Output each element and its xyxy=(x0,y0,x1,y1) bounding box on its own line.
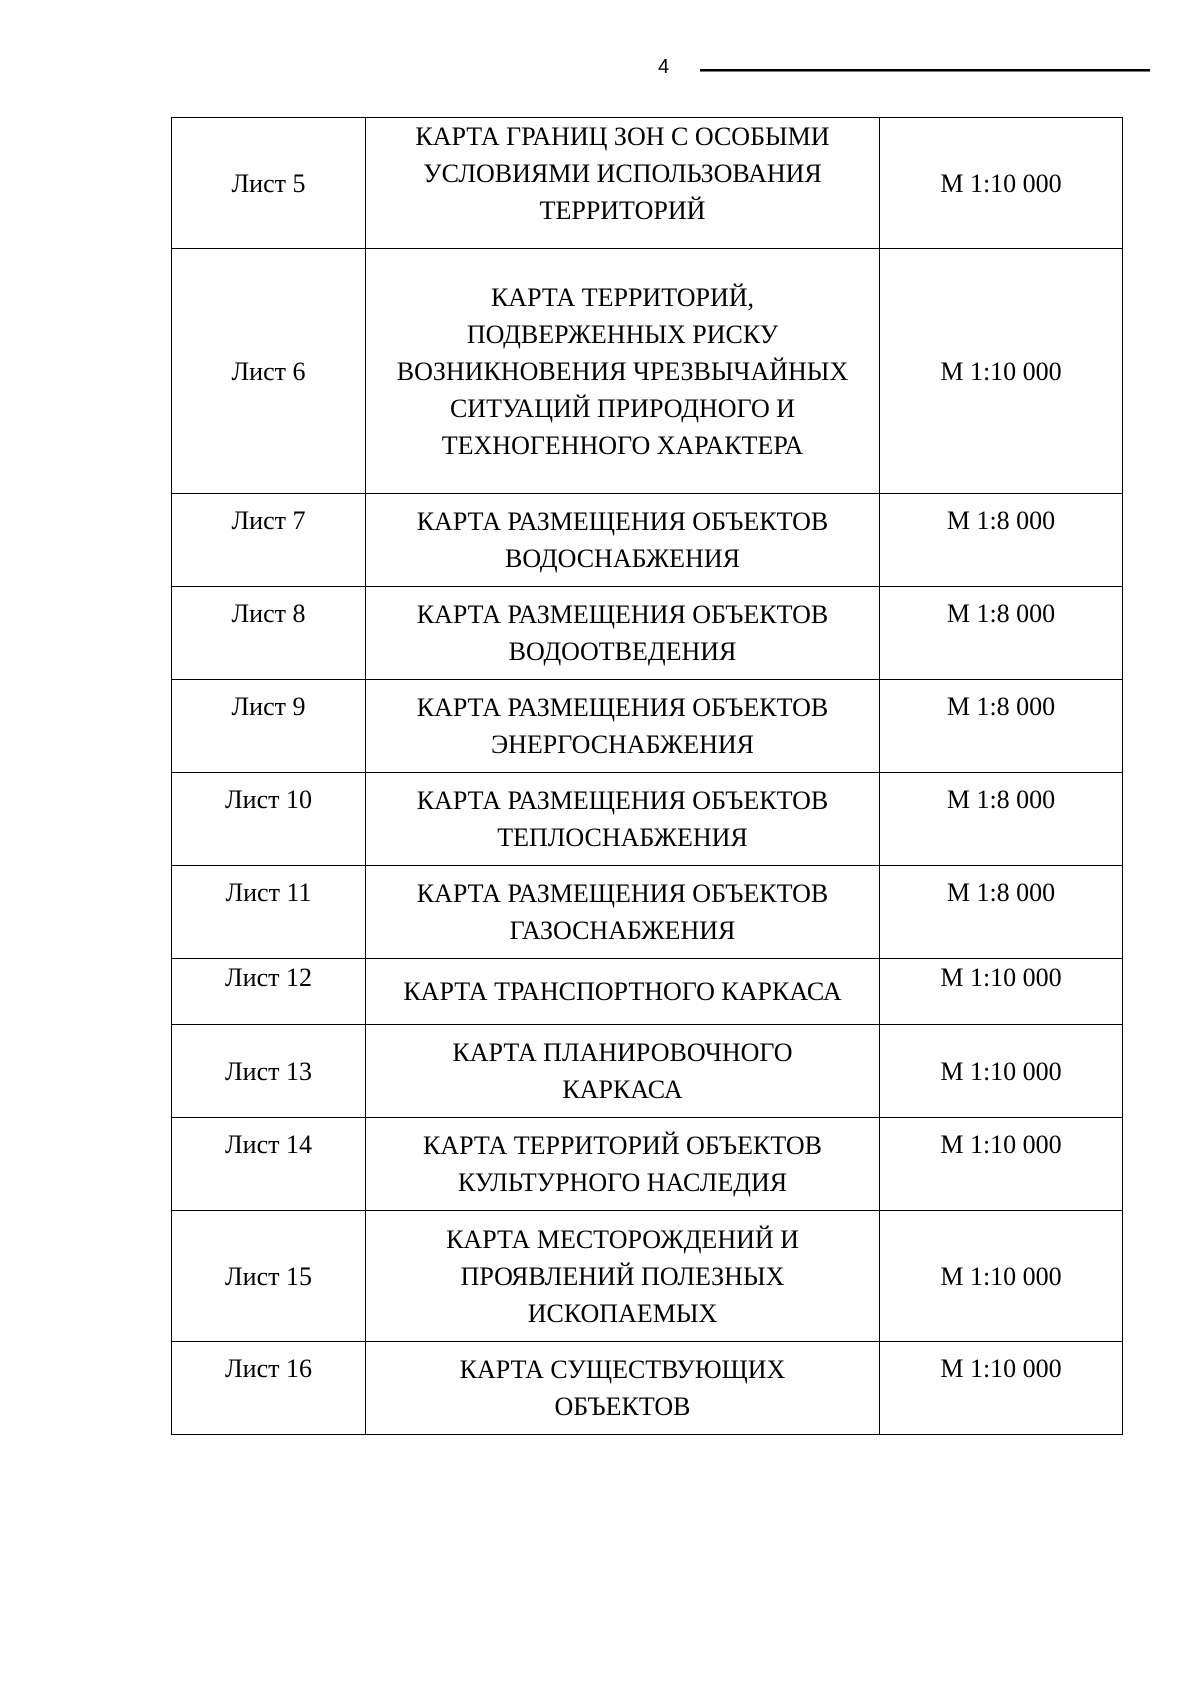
map-title-cell: КАРТА МЕСТОРОЖДЕНИЙ И ПРОЯВЛЕНИЙ ПОЛЕЗНЫХ ИСКОПАЕМЫХ xyxy=(366,1211,880,1342)
page-number: 4 xyxy=(658,56,670,78)
table-row xyxy=(172,1342,1123,1435)
table-row xyxy=(172,249,1123,494)
map-title-cell: КАРТА РАЗМЕЩЕНИЯ ОБЪЕКТОВ ВОДООТВЕДЕНИЯ xyxy=(366,587,880,680)
scale-cell: М 1:10 000 xyxy=(880,1211,1123,1342)
map-title-cell: КАРТА РАЗМЕЩЕНИЯ ОБЪЕКТОВ ЭНЕРГОСНАБЖЕНИЯ xyxy=(366,680,880,773)
page-header xyxy=(600,52,1150,82)
scale-cell: М 1:10 000 xyxy=(880,1025,1123,1118)
sheet-number-cell: Лист 16 xyxy=(172,1342,366,1435)
table-row xyxy=(172,773,1123,866)
sheet-number-cell: Лист 12 xyxy=(172,959,366,1025)
map-title-cell: КАРТА ТЕРРИТОРИЙ ОБЪЕКТОВ КУЛЬТУРНОГО НАСЛЕДИЯ xyxy=(366,1118,880,1211)
sheet-number-cell: Лист 11 xyxy=(172,866,366,959)
table-row xyxy=(172,494,1123,587)
map-title-cell: КАРТА РАЗМЕЩЕНИЯ ОБЪЕКТОВ ВОДОСНАБЖЕНИЯ xyxy=(366,494,880,587)
sheet-number-cell: Лист 8 xyxy=(172,587,366,680)
sheet-list-table xyxy=(171,117,1123,1435)
scale-cell: М 1:8 000 xyxy=(880,773,1123,866)
map-title-cell: КАРТА РАЗМЕЩЕНИЯ ОБЪЕКТОВ ТЕПЛОСНАБЖЕНИЯ xyxy=(366,773,880,866)
sheet-number-cell: Лист 7 xyxy=(172,494,366,587)
map-title-cell: КАРТА СУЩЕСТВУЮЩИХ ОБЪЕКТОВ xyxy=(366,1342,880,1435)
scale-cell: М 1:10 000 xyxy=(880,959,1123,1025)
scale-cell: М 1:8 000 xyxy=(880,680,1123,773)
table-row xyxy=(172,1211,1123,1342)
map-title-cell: КАРТА ТЕРРИТОРИЙ, ПОДВЕРЖЕННЫХ РИСКУ ВОЗНИКНОВЕНИЯ ЧРЕЗВЫЧАЙНЫХ СИТУАЦИЙ ПРИРОДНОГО И ТЕХНОГЕННОГО ХАРАКТЕРА xyxy=(366,249,880,494)
sheet-number-cell: Лист 9 xyxy=(172,680,366,773)
map-title-cell: КАРТА ТРАНСПОРТНОГО КАРКАСА xyxy=(366,959,880,1025)
sheet-number-cell: Лист 10 xyxy=(172,773,366,866)
header-rule xyxy=(700,69,1150,72)
sheet-number-cell: Лист 13 xyxy=(172,1025,366,1118)
sheet-number-cell: Лист 5 xyxy=(172,118,366,249)
table-row xyxy=(172,587,1123,680)
sheet-number-cell: Лист 14 xyxy=(172,1118,366,1211)
table-row xyxy=(172,1025,1123,1118)
table-row xyxy=(172,866,1123,959)
map-title-cell: КАРТА ПЛАНИРОВОЧНОГО КАРКАСА xyxy=(366,1025,880,1118)
scale-cell: М 1:8 000 xyxy=(880,866,1123,959)
scale-cell: М 1:8 000 xyxy=(880,587,1123,680)
table-row xyxy=(172,959,1123,1025)
sheet-number-cell: Лист 6 xyxy=(172,249,366,494)
scale-cell: М 1:8 000 xyxy=(880,494,1123,587)
sheet-number-cell: Лист 15 xyxy=(172,1211,366,1342)
scale-cell: М 1:10 000 xyxy=(880,1342,1123,1435)
table-row xyxy=(172,118,1123,249)
table-row xyxy=(172,680,1123,773)
table-row xyxy=(172,1118,1123,1211)
scale-cell: М 1:10 000 xyxy=(880,249,1123,494)
scale-cell: М 1:10 000 xyxy=(880,1118,1123,1211)
map-title-cell: КАРТА РАЗМЕЩЕНИЯ ОБЪЕКТОВ ГАЗОСНАБЖЕНИЯ xyxy=(366,866,880,959)
scale-cell: М 1:10 000 xyxy=(880,118,1123,249)
map-title-cell: КАРТА ГРАНИЦ ЗОН С ОСОБЫМИ УСЛОВИЯМИ ИСПОЛЬЗОВАНИЯ ТЕРРИТОРИЙ xyxy=(366,118,880,249)
